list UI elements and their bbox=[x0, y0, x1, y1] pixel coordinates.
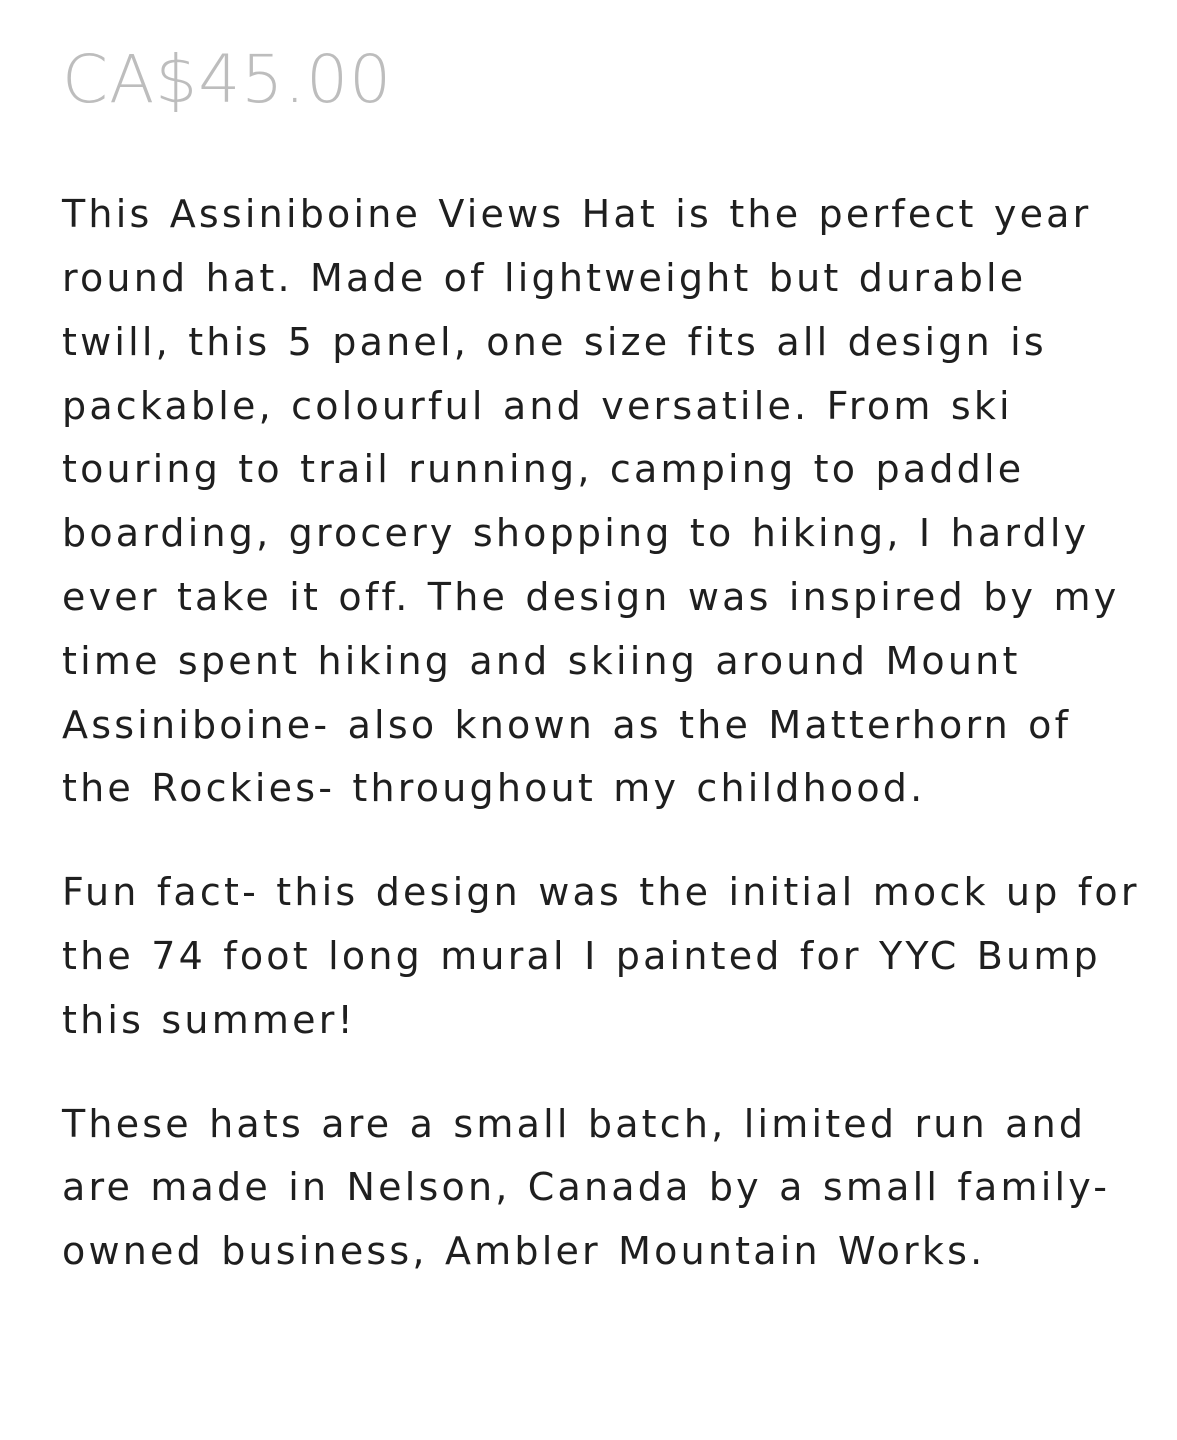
description-paragraph-main: This Assiniboine Views Hat is the perfect year round hat. Made of lightweight but durable twill, this 5 panel, one size fits all design is packable, colourful and versatile. From ski touring to trail running, camping to paddle boarding, grocery shopping to hiking, I hardly ever take it off. The design was inspired by my time spent hiking and skiing around Mount Assiniboine- also known as the Matterhorn of the Rockies- throughout my childhood. bbox=[62, 192, 1120, 811]
product-info bbox=[62, 40, 1152, 1324]
product-price: CA$45.00 bbox=[62, 41, 393, 118]
description-paragraph-fun-fact: Fun fact- this design was the initial mock up for the 74 foot long mural I painted for YYC Bump this summer! bbox=[62, 870, 1140, 1042]
description-paragraph-manufacturing: These hats are a small batch, limited run and are made in Nelson, Canada by a small family-owned business, Ambler Mountain Works. bbox=[62, 1101, 1111, 1274]
product-description bbox=[62, 183, 1152, 1284]
